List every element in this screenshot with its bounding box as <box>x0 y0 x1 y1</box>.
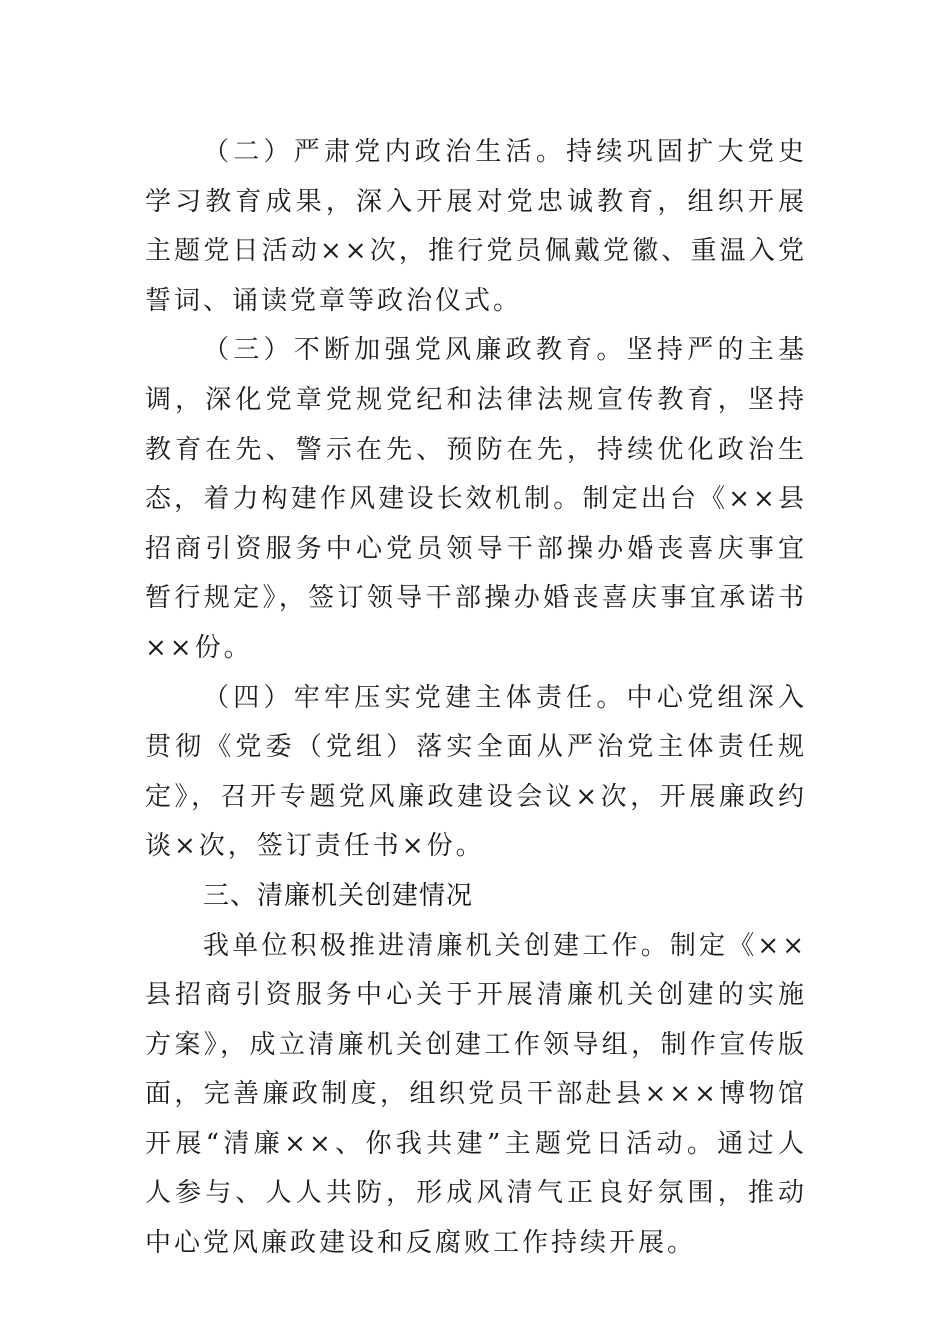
paragraph-clean-institution: 我单位积极推进清廉机关创建工作。制定《××县招商引资服务中心关于开展清廉机关创建的实施方案》，成立清廉机关创建工作领导组，制作宣传版面，完善廉政制度，组织党员干部赴县×××博物馆开展“清廉××、你我共建”主题党日活动。通过人人参与、人人共防，形成风清气正良好氛围，推动中心党风廉政建设和反腐败工作持续开展。 <box>145 930 807 1259</box>
document-body <box>145 128 807 1269</box>
paragraph-party-responsibility: （四）牢牢压实党建主体责任。中心党组深入贯彻《党委（党组）落实全面从严治党主体责任规定》，召开专题党风廉政建设会议×次，开展廉政约谈×次，签订责任书×份。 <box>145 682 807 862</box>
paragraph-integrity-education: （三）不断加强党风廉政教育。坚持严的主基调，深化党章党规党纪和法律法规宣传教育，坚持教育在先、警示在先、预防在先，持续优化政治生态，着力构建作风建设长效机制。制定出台《××县招商引资服务中心党员领导干部操办婚丧喜庆事宜暂行规定》，签订领导干部操办婚丧喜庆事宜承诺书××份。 <box>145 335 807 663</box>
section-heading: 三、清廉机关创建情况 <box>203 880 474 911</box>
paragraph-strict-political-life: （二）严肃党内政治生活。持续巩固扩大党史学习教育成果，深入开展对党忠诚教育，组织开展主题党日活动××次，推行党员佩戴党徽、重温入党誓词、诵读党章等政治仪式。 <box>145 137 807 316</box>
